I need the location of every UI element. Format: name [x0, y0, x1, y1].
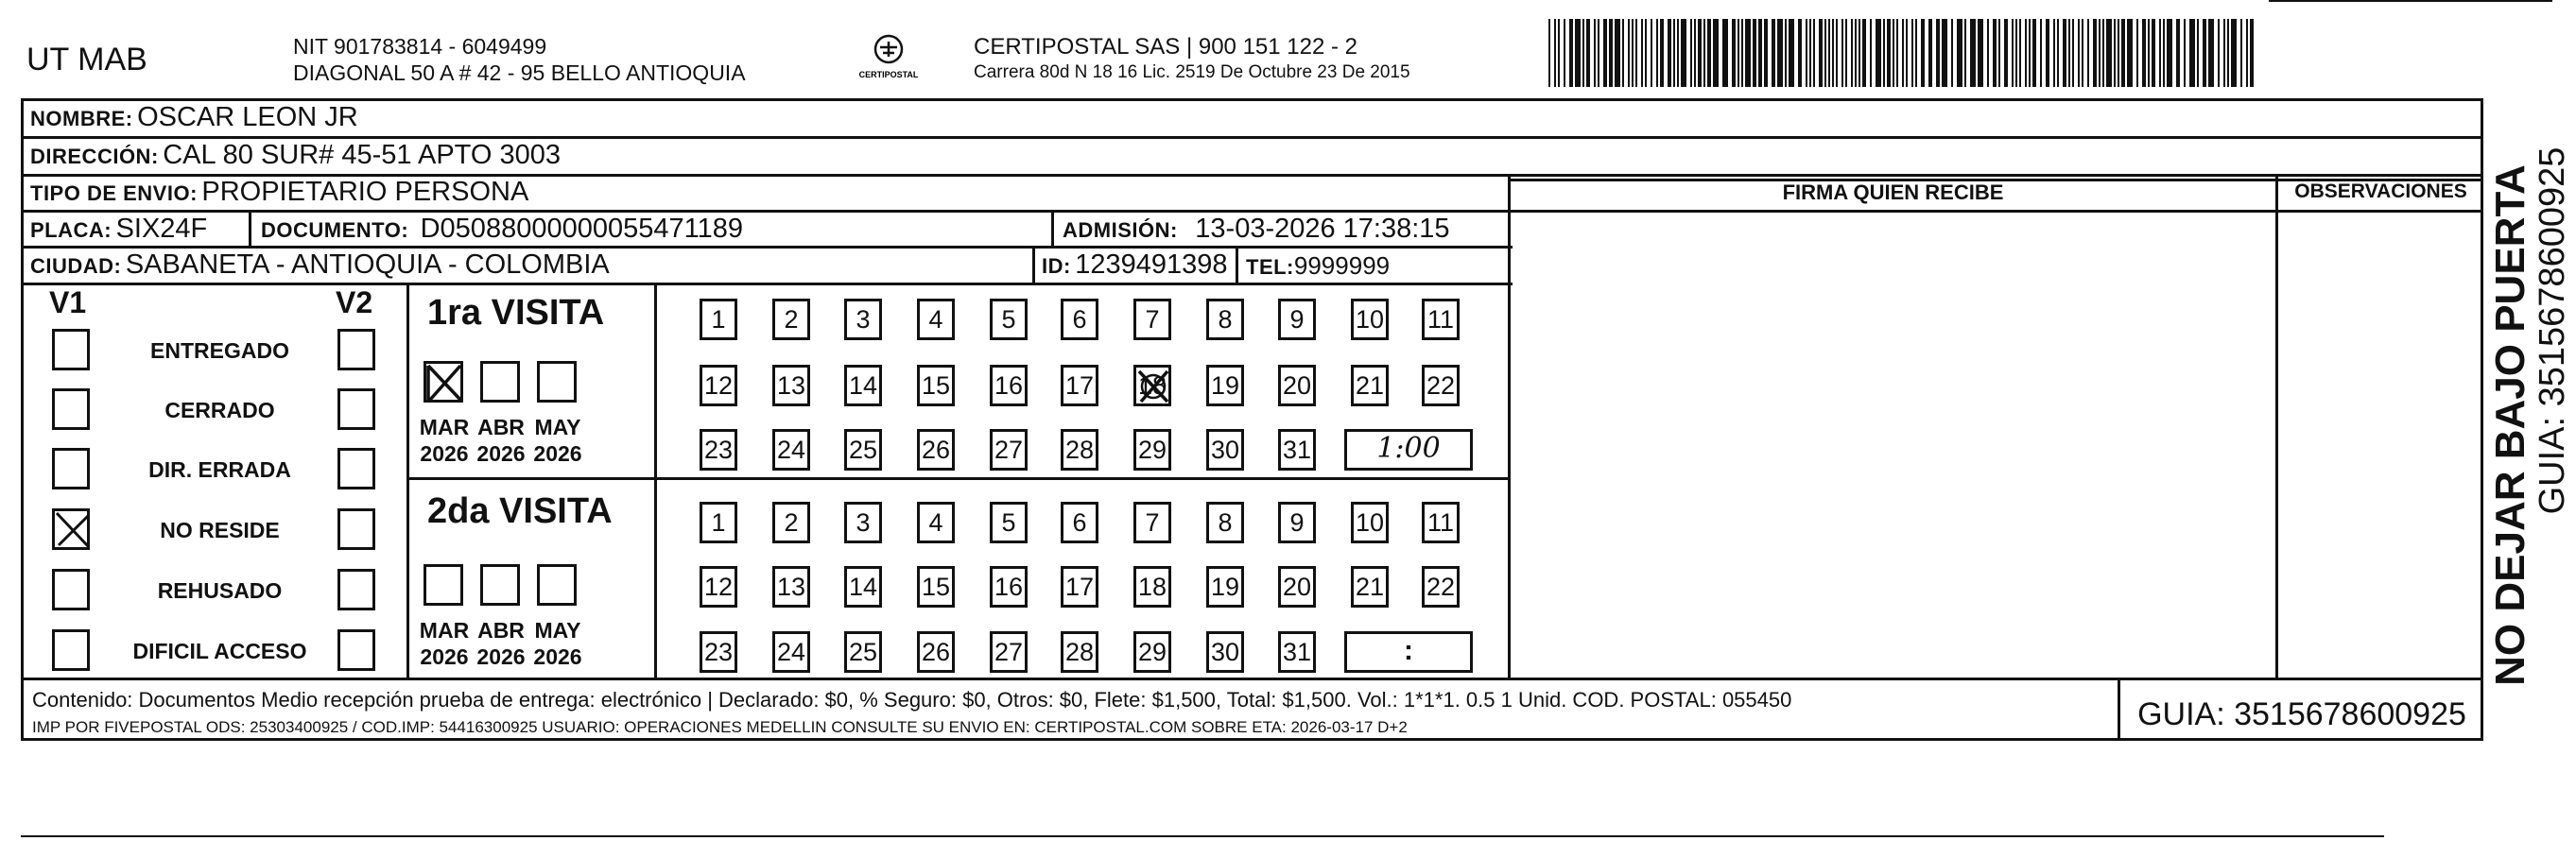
tipo-label: TIPO DE ENVIO:: [30, 181, 198, 205]
barcode-bar: [2093, 19, 2097, 87]
barcode-bar: [2148, 19, 2150, 87]
visit1-month-checkbox[interactable]: [480, 361, 520, 403]
barcode-bar: [1586, 19, 1590, 87]
barcode-bar: [1987, 19, 1989, 87]
side-warning: NO DEJAR BAJO PUERTA: [2487, 164, 2533, 686]
visit1-day-box[interactable]: 6: [1061, 299, 1098, 340]
barcode-bar: [2203, 19, 2206, 87]
barcode-bar: [1764, 19, 1768, 87]
visit1-day-box[interactable]: 24: [772, 429, 810, 471]
visit2-day-box[interactable]: 29: [1133, 631, 1171, 673]
barcode-bar: [2114, 19, 2116, 87]
barcode-bar: [1862, 19, 1866, 87]
status-v2-checkbox[interactable]: [337, 508, 375, 550]
barcode-bar: [1575, 19, 1581, 87]
barcode-bar: [2053, 19, 2055, 87]
barcode-bar: [2029, 19, 2031, 87]
barcode-bar: [1911, 19, 1913, 87]
visit2-day-box[interactable]: 24: [772, 631, 810, 673]
visit2-day-box[interactable]: 5: [990, 502, 1028, 543]
barcode-bar: [2106, 19, 2112, 87]
company-address: DIAGONAL 50 A # 42 - 95 BELLO ANTIOQUIA: [293, 60, 746, 85]
visit1-month-label: [475, 414, 527, 467]
barcode-bar: [2189, 19, 2195, 87]
month-year: 2026: [533, 644, 582, 669]
visit2-day-box[interactable]: 27: [990, 631, 1028, 673]
visit1-day-box[interactable]: 13: [772, 365, 810, 406]
tipo-value: PROPIETARIO PERSONA: [201, 177, 529, 207]
barcode-bar: [2118, 19, 2119, 87]
visit1-day-box[interactable]: 15: [917, 365, 955, 406]
documento-value: D05088000000055471189: [420, 214, 743, 244]
placa-label: PLACA:: [30, 218, 112, 242]
barcode-bar: [1554, 19, 1556, 87]
visit1-day-box[interactable]: 12: [700, 365, 737, 406]
barcode-bar: [1603, 19, 1607, 87]
barcode-bar: [1915, 19, 1917, 87]
visit2-day-box[interactable]: 20: [1278, 566, 1316, 608]
barcode-bar: [2019, 19, 2021, 87]
visit2-day-box[interactable]: 18: [1133, 566, 1171, 608]
barcode-bar: [1632, 19, 1634, 87]
barcode-bar: [2121, 19, 2125, 87]
visit2-day-box[interactable]: 13: [772, 566, 810, 608]
visit2-month-label: [475, 617, 527, 670]
barcode-bar: [1641, 19, 1643, 87]
visit2-day-box[interactable]: 11: [1422, 502, 1460, 543]
barcode-bar: [2099, 19, 2101, 87]
status-label: CERRADO: [164, 398, 275, 422]
barcode-bar: [2250, 19, 2254, 87]
visit2-month-label: [418, 617, 471, 670]
barcode-bar: [1832, 19, 1834, 87]
visit2-day-box[interactable]: 4: [917, 502, 955, 543]
visit2-day-box[interactable]: 22: [1422, 566, 1460, 608]
barcode-bar: [2040, 19, 2042, 87]
admision-value: 13-03-2026 17:38:15: [1195, 214, 1450, 244]
barcode-bar: [1841, 19, 1843, 87]
barcode-bar: [1673, 19, 1675, 87]
barcode-bar: [1668, 19, 1671, 87]
visit2-day-box[interactable]: 30: [1206, 631, 1244, 673]
visit1-month-checkbox[interactable]: [537, 361, 577, 403]
visit1-day-box[interactable]: 21: [1351, 365, 1389, 406]
visit1-day-box[interactable]: 19: [1206, 365, 1244, 406]
barcode-bar: [2227, 19, 2229, 87]
visit1-day-box[interactable]: 5: [990, 299, 1028, 340]
barcode-bar: [2078, 19, 2080, 87]
side-text: [2488, 104, 2573, 747]
ciudad-value: SABANETA - ANTIOQUIA - COLOMBIA: [125, 249, 610, 280]
barcode-bar: [1635, 19, 1637, 87]
barcode-bar: [1993, 19, 1997, 87]
barcode-bar: [1628, 19, 1630, 87]
barcode-bar: [2197, 19, 2199, 87]
id-value: 1239491398: [1075, 249, 1228, 280]
visit1-day-box[interactable]: 1: [700, 299, 737, 340]
barcode-bar: [1951, 19, 1953, 87]
status-v1-checkbox[interactable]: [52, 629, 90, 671]
visit2-day-box[interactable]: 23: [700, 631, 737, 673]
barcode-bar: [1819, 19, 1823, 87]
status-v2-checkbox[interactable]: [337, 329, 375, 370]
direccion-value: CAL 80 SUR# 45-51 APTO 3003: [163, 140, 561, 170]
barcode-bar: [2063, 19, 2066, 87]
documento-cell: [261, 214, 743, 245]
barcode-bar: [1883, 19, 1885, 87]
barcode-bar: [2176, 19, 2180, 87]
barcode-bar: [2046, 19, 2049, 87]
barcode-bar: [2087, 19, 2089, 87]
barcode-bar: [2068, 19, 2070, 87]
visit2-day-box[interactable]: 31: [1278, 631, 1316, 673]
direccion-label: DIRECCIÓN:: [30, 145, 159, 168]
barcode-bar: [1745, 19, 1751, 87]
observaciones-area[interactable]: [2278, 213, 2483, 678]
barcode-bar: [2218, 19, 2220, 87]
visit2-day-box[interactable]: 10: [1351, 502, 1389, 543]
visit2-month-checkbox[interactable]: [424, 564, 463, 606]
barcode-bar: [2012, 19, 2014, 87]
visit1-day-box[interactable]: 22: [1422, 365, 1460, 406]
barcode-bar: [1582, 19, 1584, 87]
barcode-bar: [1569, 19, 1573, 87]
barcode-bar: [1777, 19, 1783, 87]
firma-area[interactable]: [1511, 213, 2275, 678]
certipostal-line2: Carrera 80d N 18 16 Lic. 2519 De Octubre 23 De 2015: [974, 62, 1410, 82]
placa-cell: [30, 214, 207, 245]
visit1-day-box[interactable]: 31: [1278, 429, 1316, 471]
barcode-bar: [1876, 19, 1881, 87]
visit1-day-box[interactable]: [1133, 365, 1171, 406]
visit2-day-box[interactable]: 9: [1278, 502, 1316, 543]
visit2-day-box[interactable]: 17: [1061, 566, 1098, 608]
visit1-day-box[interactable]: 27: [990, 429, 1028, 471]
visit2-day-box[interactable]: 15: [917, 566, 955, 608]
visit1-day-box[interactable]: 3: [844, 299, 882, 340]
documento-label: DOCUMENTO:: [261, 218, 409, 242]
barcode-bar: [1785, 19, 1787, 87]
visit2-day-box[interactable]: 25: [844, 631, 882, 673]
visit1-day-box[interactable]: 17: [1061, 365, 1098, 406]
barcode-bar: [1677, 19, 1679, 87]
status-v2-checkbox[interactable]: [337, 629, 375, 671]
tipo-row: [30, 177, 528, 208]
barcode-bar: [1828, 19, 1830, 87]
barcode-bar: [1893, 19, 1894, 87]
placa-value: SIX24F: [115, 214, 208, 244]
visit2-day-box[interactable]: 8: [1206, 502, 1244, 543]
barcode-bar: [1698, 19, 1702, 87]
visit2-day-box[interactable]: 3: [844, 502, 882, 543]
barcode-bar: [1615, 19, 1620, 87]
status-label: DIR. ERRADA: [148, 457, 291, 482]
visit2-day-box[interactable]: 7: [1133, 502, 1171, 543]
nombre-label: NOMBRE:: [30, 107, 133, 130]
barcode-bar: [1564, 19, 1565, 87]
barcode-bar: [1548, 19, 1550, 87]
barcode-bar: [1806, 19, 1807, 87]
month-name: MAR: [419, 415, 470, 439]
visit2-day-box[interactable]: 6: [1061, 502, 1098, 543]
status-v1-checkbox[interactable]: [52, 329, 90, 370]
barcode-bar: [1722, 19, 1728, 87]
barcode-bar: [1845, 19, 1847, 87]
barcode-bar: [1942, 19, 1947, 87]
barcode-bar: [1598, 19, 1599, 87]
visit1-day-box[interactable]: 16: [990, 365, 1028, 406]
status-label: NO RESIDE: [160, 518, 280, 542]
certipostal-logo: [856, 30, 922, 87]
visit2-day-box[interactable]: 16: [990, 566, 1028, 608]
barcode-bar: [1809, 19, 1811, 87]
visit1-month-checkbox[interactable]: [424, 361, 463, 403]
barcode-bar: [1964, 19, 1966, 87]
barcode-bar: [1609, 19, 1613, 87]
v2-header: V2: [336, 285, 373, 319]
barcode-bar: [1813, 19, 1815, 87]
barcode-bar: [1741, 19, 1743, 87]
company-short: UT MAB: [26, 42, 147, 77]
barcode-bar: [2072, 19, 2074, 87]
tel-label: TEL:: [1246, 255, 1294, 279]
visit1-day-box[interactable]: 29: [1133, 429, 1171, 471]
barcode-bar: [1703, 19, 1705, 87]
status-v1-checkbox[interactable]: [52, 569, 90, 610]
visit1-day-box[interactable]: 2: [772, 299, 810, 340]
status-v2-checkbox[interactable]: [337, 569, 375, 610]
visit2-day-box[interactable]: 12: [700, 566, 737, 608]
visit2-day-box[interactable]: 14: [844, 566, 882, 608]
admision-cell: [1063, 214, 1450, 245]
nombre-value: OSCAR LEON JR: [137, 102, 358, 132]
barcode-bar: [1870, 19, 1872, 87]
tel-cell: [1246, 251, 1390, 281]
barcode-bar: [2208, 19, 2214, 87]
barcode-bar: [1558, 19, 1560, 87]
barcode-bar: [1859, 19, 1860, 87]
barcode: [1548, 19, 2259, 89]
visit2-time-box[interactable]: :: [1344, 631, 1473, 673]
month-year: 2026: [420, 644, 469, 669]
visit1-day-box[interactable]: 9: [1278, 299, 1316, 340]
visit1-day-box[interactable]: 30: [1206, 429, 1244, 471]
barcode-bar: [1921, 19, 1925, 87]
barcode-bar: [2082, 19, 2083, 87]
month-name: ABR: [477, 618, 525, 643]
barcode-bar: [2152, 19, 2155, 87]
visit2-day-box[interactable]: 19: [1206, 566, 1244, 608]
month-year: 2026: [476, 644, 526, 669]
footer-guia: GUIA: 3515678600925: [2137, 696, 2466, 732]
barcode-bar: [1772, 19, 1775, 87]
status-v1-checkbox[interactable]: [52, 508, 90, 550]
barcode-bar: [2025, 19, 2027, 87]
month-name: MAY: [534, 415, 581, 439]
barcode-bar: [2240, 19, 2242, 87]
visit1-time-box[interactable]: 1:00: [1344, 429, 1473, 471]
visit2-month-checkbox[interactable]: [480, 564, 520, 606]
barcode-bar: [2246, 19, 2248, 87]
barcode-bar: [2004, 19, 2008, 87]
barcode-bar: [1798, 19, 1802, 87]
side-guia: GUIA: 3515678600925: [2533, 146, 2572, 515]
barcode-bar: [1902, 19, 1904, 87]
status-label: DIFICIL ACCESO: [132, 639, 307, 663]
barcode-bar: [1594, 19, 1596, 87]
barcode-bar: [1645, 19, 1647, 87]
barcode-bar: [1887, 19, 1891, 87]
barcode-bar: [2184, 19, 2186, 87]
barcode-bar: [2142, 19, 2146, 87]
barcode-bar: [2231, 19, 2237, 87]
barcode-bar: [2223, 19, 2225, 87]
nombre-row: [30, 102, 358, 133]
visit2-day-box[interactable]: 28: [1061, 631, 1098, 673]
visit1-day-box[interactable]: 23: [700, 429, 737, 471]
barcode-bar: [2136, 19, 2138, 87]
status-label: REHUSADO: [157, 578, 283, 603]
barcode-bar: [1753, 19, 1756, 87]
visit1-day-box[interactable]: 7: [1133, 299, 1171, 340]
visit1-day-box[interactable]: 20: [1278, 365, 1316, 406]
barcode-bar: [2127, 19, 2133, 87]
barcode-bar: [1622, 19, 1624, 87]
status-v1-checkbox[interactable]: [52, 388, 90, 430]
barcode-bar: [1707, 19, 1711, 87]
month-name: ABR: [477, 415, 525, 439]
barcode-bar: [1738, 19, 1739, 87]
status-v2-checkbox[interactable]: [337, 448, 375, 489]
barcode-bar: [2057, 19, 2059, 87]
month-name: MAR: [419, 618, 470, 643]
status-label: ENTREGADO: [150, 338, 289, 363]
visit1-day-box[interactable]: 26: [917, 429, 955, 471]
barcode-bar: [1732, 19, 1736, 87]
ciudad-cell: [30, 249, 610, 281]
tel-value: 9999999: [1293, 251, 1391, 280]
barcode-bar: [2163, 19, 2165, 87]
visit2-day-box[interactable]: 21: [1351, 566, 1389, 608]
barcode-bar: [1690, 19, 1692, 87]
visit2-title: 2da VISITA: [427, 491, 613, 531]
barcode-bar: [1656, 19, 1658, 87]
visit2-month-checkbox[interactable]: [537, 564, 577, 606]
barcode-bar: [1660, 19, 1664, 87]
visit2-day-box[interactable]: 1: [700, 502, 737, 543]
barcode-bar: [1851, 19, 1853, 87]
barcode-bar: [1998, 19, 2000, 87]
visit1-month-label: [418, 414, 471, 467]
barcode-bar: [1978, 19, 1983, 87]
day-number: 18: [1137, 371, 1167, 400]
id-cell: [1042, 249, 1228, 281]
barcode-bar: [1970, 19, 1976, 87]
month-name: MAY: [534, 618, 581, 643]
visit2-day-box[interactable]: 2: [772, 502, 810, 543]
visit1-day-box[interactable]: 4: [917, 299, 955, 340]
barcode-bar: [1936, 19, 1940, 87]
observaciones-header: OBSERVACIONES: [2294, 180, 2467, 202]
status-v2-checkbox[interactable]: [337, 388, 375, 430]
barcode-bar: [2167, 19, 2172, 87]
company-nit: NIT 901783814 - 6049499: [293, 34, 547, 59]
visit1-day-box[interactable]: 10: [1351, 299, 1389, 340]
admision-label: ADMISIÓN:: [1063, 218, 1178, 242]
visit1-title: 1ra VISITA: [427, 293, 605, 333]
visit2-month-label: [531, 617, 584, 670]
id-label: ID:: [1042, 254, 1071, 278]
barcode-bar: [2102, 19, 2104, 87]
visit1-day-box[interactable]: 28: [1061, 429, 1098, 471]
visit1-day-box[interactable]: 25: [844, 429, 882, 471]
visit1-day-box[interactable]: 14: [844, 365, 882, 406]
barcode-bar: [1789, 19, 1794, 87]
firma-header: FIRMA QUIEN RECIBE: [1782, 180, 2004, 204]
ciudad-label: CIUDAD:: [30, 254, 122, 278]
month-year: 2026: [476, 441, 526, 466]
logo-text: CERTIPOSTAL: [858, 70, 919, 79]
barcode-bar: [2015, 19, 2017, 87]
visit2-day-box[interactable]: 26: [917, 631, 955, 673]
barcode-bar: [1896, 19, 1898, 87]
footer-imp: IMP POR FIVEPOSTAL ODS: 25303400925 / COD.IMP: 54416300925 USUARIO: OPERACIONES MEDELLIN CONSULTE SU ENVIO EN: CERTIPOSTAL.COM SOBRE ETA: 2026-03-17 D+2: [32, 718, 1408, 736]
barcode-bar: [1957, 19, 1962, 87]
barcode-bar: [1681, 19, 1686, 87]
month-year: 2026: [533, 441, 582, 466]
certipostal-line1: CERTIPOSTAL SAS | 900 151 122 - 2: [974, 34, 1357, 60]
barcode-bar: [1651, 19, 1652, 87]
barcode-bar: [2159, 19, 2161, 87]
v1-header: V1: [49, 285, 87, 319]
visit1-day-box[interactable]: 8: [1206, 299, 1244, 340]
visit1-day-box[interactable]: 11: [1422, 299, 1460, 340]
direccion-row: [30, 140, 561, 171]
barcode-bar: [1713, 19, 1719, 87]
footer-contenido: Contenido: Documentos Medio recepción prueba de entrega: electrónico | Declarado: $0, % Seguro: $0, Otros: $0, Flete: $1,500, Total: $1,500. Vol.: 1*1*1. 0.5 1 Unid. COD. POSTAL: 055450: [32, 688, 1792, 712]
barcode-bar: [1906, 19, 1908, 87]
barcode-bar: [1758, 19, 1762, 87]
barcode-bar: [1928, 19, 1932, 87]
barcode-bar: [1824, 19, 1826, 87]
barcode-bar: [1855, 19, 1857, 87]
barcode-bar: [1836, 19, 1838, 87]
month-year: 2026: [420, 441, 469, 466]
barcode-bar: [2032, 19, 2036, 87]
visit1-month-label: [531, 414, 584, 467]
barcode-bar: [1694, 19, 1696, 87]
status-v1-checkbox[interactable]: [52, 448, 90, 489]
